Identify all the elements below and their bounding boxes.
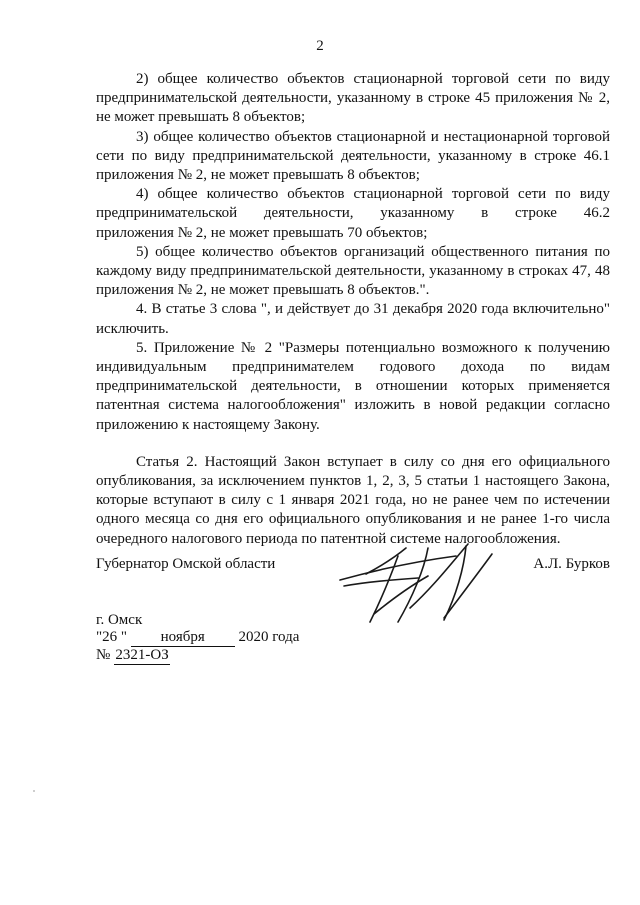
paragraph-point-5: 5. Приложение № 2 "Размеры потенциально возможного к получению индивидуальным предпринимателем годового дохода по видам предпринимательской деятельности, в отношении которых применяется патентная система налогообложения" изложить в новой редакции согласно приложению к настоящему Закону. xyxy=(96,339,610,433)
date-month: ноября xyxy=(131,629,235,647)
paragraph-item-4-line-1: 4) общее количество объектов стационарной торговой сети по виду xyxy=(136,186,610,203)
paragraph-item-2: 2) общее количество объектов стационарной торговой сети по виду предпринимательской деятельности, указанному в строке 45 приложения № 2, не может превышать 8 объектов; xyxy=(96,71,610,126)
law-number: 2321-ОЗ xyxy=(115,647,169,663)
date-day: 26 xyxy=(102,629,118,645)
city-line: г. Омск xyxy=(96,612,143,628)
page-number: 2 xyxy=(316,38,324,54)
paragraph-item-3: 3) общее количество объектов стационарной и нестационарной торговой сети по виду предпринимательской деятельности, указанному в строке 46.1 приложения № 2, не может превышать 8 объектов; xyxy=(96,128,610,184)
date-line xyxy=(96,629,299,647)
paragraph-article-2: Статья 2. Настоящий Закон вступает в силу со дня его официального опубликования, за исключением пунктов 1, 2, 3, 5 статьи 1 настоящего Закона, которые вступают в силу с 1 января 2021 года, но не ранее чем по истечении одного месяца со дня его официального опубликования и не ранее 1-го числа очередного налогового периода по патентной системе налогообложения. xyxy=(96,453,610,547)
day-open-quote: " xyxy=(96,629,103,645)
number-sign: № xyxy=(96,647,111,663)
paragraph-item-5: 5) общее количество объектов организаций общественного питания по каждому виду предпринимательской деятельности, указанному в строках 47, 48 приложения № 2, не может превышать 8 объектов.". xyxy=(96,243,610,299)
paragraph-item-4-line-2: предпринимательской деятельности, указанному в строке 46.2 xyxy=(96,205,610,222)
day-close-quote: " xyxy=(117,629,127,645)
place-date-number-block xyxy=(96,612,299,665)
number-line xyxy=(96,647,299,665)
law-body-text xyxy=(96,70,610,549)
handwritten-signature xyxy=(336,526,506,626)
scan-artifact-dot xyxy=(33,790,35,792)
governor-title: Губернатор Омской области xyxy=(96,556,276,572)
governor-name: А.Л. Бурков xyxy=(533,556,610,572)
paragraph-item-4-line-3: приложения № 2, не может превышать 70 объектов; xyxy=(96,224,428,241)
date-year: 2020 года xyxy=(238,629,300,645)
paragraph-point-4: 4. В статье 3 слова ", и действует до 31 декабря 2020 года включительно" исключить. xyxy=(96,301,610,337)
